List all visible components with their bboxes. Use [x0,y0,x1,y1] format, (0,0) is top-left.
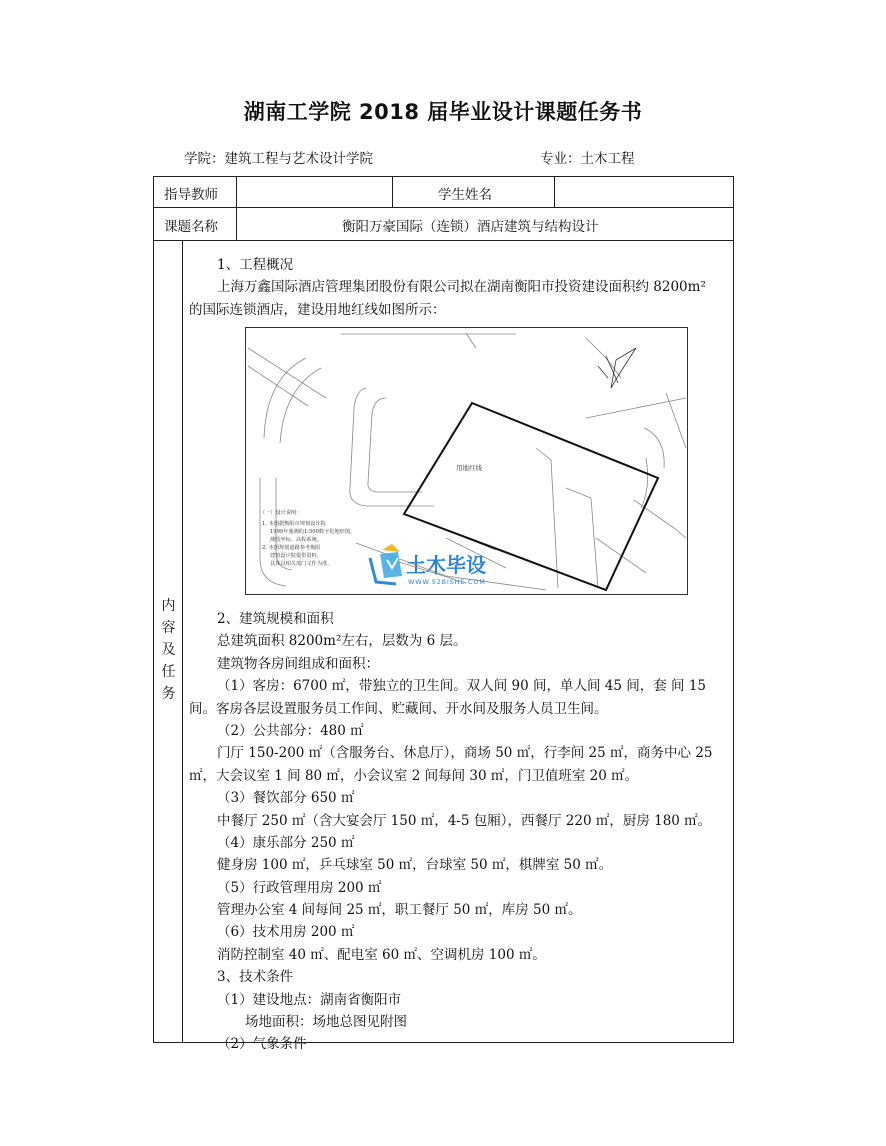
map-note: 测绘坐标、高程系统。 [270,537,322,543]
map-note: （一）设计说明： [260,510,302,516]
subsection-heading: （2）公共部分：480 ㎡ [217,722,364,739]
document-title: 湖南工学院 2018 届毕业设计课题任务书 [243,100,643,124]
paragraph-line: 的国际连锁酒店，建设用地红线如图所示： [189,301,446,318]
paragraph-line: （1）客房：6700 ㎡，带独立的卫生间。双人间 90 间，单人间 45 间，套 间 15 [217,678,707,695]
topic-label: 课题名称 [164,219,218,235]
section-heading: 3、技术条件 [217,969,294,986]
row-divider [154,240,733,241]
subsection-heading: （2）气象条件 [217,1036,307,1053]
side-label-char: 及 [161,642,176,658]
watermark-url: WWW.52BISHE.COM [408,578,486,586]
subsection-heading: （6）技术用房 200 ㎡ [217,924,355,941]
subsection-heading: （1）建设地点：湖南省衡阳市 [217,991,402,1008]
paragraph-line: 健身房 100 ㎡，乒乓球室 50 ㎡，台球室 50 ㎡，棋牌室 50 ㎡。 [217,857,613,874]
col-divider [554,177,555,207]
map-note: 具体以相关部门文件为准。 [270,561,333,567]
paragraph-line: 场地面积：场地总图见附图 [245,1014,407,1031]
col-divider [236,177,237,240]
side-label-char: 容 [161,620,176,636]
major-line: 专业：土木工程 [540,151,635,167]
advisor-label: 指导教师 [164,187,218,203]
topic-value: 衡阳万豪国际（连锁）酒店建筑与结构设计 [342,219,599,235]
subsection-heading: （5）行政管理用房 200 ㎡ [217,879,382,896]
side-label-char: 内 [161,598,176,614]
map-note: 2. 本图规划道路参考衡阳 [262,545,321,551]
col-divider [392,177,393,207]
paragraph-line: 总建筑面积 8200m²左右，层数为 6 层。 [217,633,467,650]
paragraph-line: 间。客房各层设置服务员工作间、贮藏间、开水间及服务人员卫生间。 [189,700,608,717]
map-note: 建筑设计院提供资料， [270,553,322,559]
paragraph-line: 上海万鑫国际酒店管理集团股份有限公司拟在湖南衡阳市投资建设面积约 8200m² [217,279,706,296]
site-plan-figure [245,327,688,595]
student-label: 学生姓名 [438,187,492,203]
paragraph-line: 建筑物各房间组成和面积： [217,655,379,672]
paragraph-line: 中餐厅 250 ㎡（含大宴会厅 150 ㎡，4-5 包厢），西餐厅 220 ㎡，厨房 180 ㎡。 [217,812,712,829]
map-note: 1999年施测的1:500数字化地形图， [270,529,356,535]
paragraph-line: 门厅 150-200 ㎡（含服务台、休息厅），商场 50 ㎡，行李间 25 ㎡，商务中心 25 [217,745,713,762]
school-line: 学院：建筑工程与艺术设计学院 [184,151,373,167]
subsection-heading: （3）餐饮部分 650 ㎡ [217,790,355,807]
section-heading: 2、建筑规模和面积 [217,611,334,627]
map-note: 1. 本图据衡阳市规划设计院 [262,521,326,527]
site-label: 用地红线 [456,464,482,472]
side-label-char: 任 [161,664,176,680]
paragraph-line: 消防控制室 40 ㎡、配电室 60 ㎡、空调机房 100 ㎡。 [217,946,546,963]
subsection-heading: （4）康乐部分 250 ㎡ [217,834,355,851]
row-divider [154,207,733,208]
side-label-char: 务 [161,686,176,702]
task-content-continued [189,608,729,1056]
site-plan-drawing [246,328,687,594]
paragraph-line: ㎡，大会议室 1 间 80 ㎡，小会议室 2 间每间 30 ㎡，门卫值班室 20 ㎡。 [189,767,639,784]
watermark-title: 土木毕设 [406,553,486,577]
task-content [189,254,729,321]
section-heading: 1、工程概况 [217,257,294,273]
paragraph-line: 管理办公室 4 间每间 25 ㎡，职工餐厅 50 ㎡，库房 50 ㎡。 [217,902,582,919]
